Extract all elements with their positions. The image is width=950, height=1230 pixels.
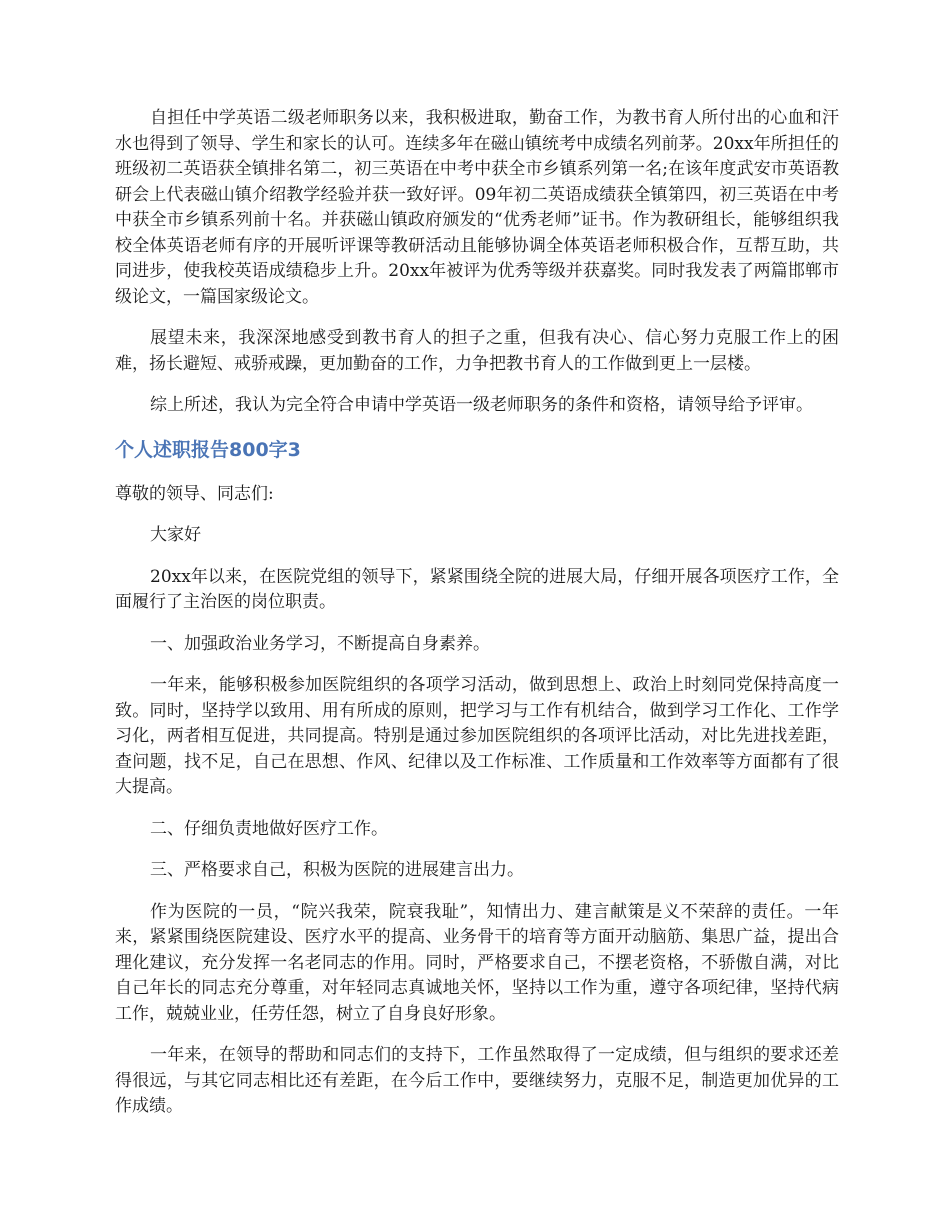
paragraph-outlook: 展望未来，我深深地感受到教书育人的担子之重，但我有决心、信心努力克服工作上的困难，扬长避短、戒骄戒躁，更加勤奋的工作，力争把教书育人的工作做到更上一层楼。: [115, 328, 839, 374]
paragraph-achievements: 自担任中学英语二级老师职务以来，我积极进取，勤奋工作，为教书育人所付出的心血和汗水也得到了领导、学生和家长的认可。连续多年在磁山镇统考中成绩名列前茅。20xx年所担任的班级初二英语获全镇排名第二，初三英语在中考中获全市乡镇系列第一名;在该年度武安市英语教研会上代表磁山镇介绍教学经验并获一致好评。09年初二英语成绩获全镇第四，初三英语在中考中获全市乡镇系列前十名。并获磁山镇政府颁发的“优秀老师”证书。作为教研组长，能够组织我校全体英语老师有序的开展听评课等教研活动且能够协调全体英语老师积极合作，互帮互助，共同进步，使我校英语成绩稳步上升。20xx年被评为优秀等级并获嘉奖。同时我发表了两篇邯郸市级论文，一篇国家级论文。: [115, 108, 839, 307]
paragraph-study: 一年来，能够积极参加医院组织的各项学习活动，做到思想上、政治上时刻同党保持高度一致。同时，坚持学以致用、用有所成的原则，把学习与工作有机结合，做到学习工作化、工作学习化，两者相互促进，共同提高。特别是通过参加医院组织的各项评比活动，对比先进找差距，查问题，找不足，自己在思想、作风、纪律以及工作标准、工作质量和工作效率等方面都有了很大提高。: [115, 675, 839, 797]
document-body: [115, 106, 839, 1136]
point-three-heading: 三、严格要求自己，积极为医院的进展建言出力。: [150, 860, 524, 880]
section-heading: 个人述职报告800字3: [115, 438, 301, 461]
paragraph-intro: 20xx年以来，在医院党组的领导下，紧紧围绕全院的进展大局，仔细开展各项医疗工作，全面履行了主治医的岗位职责。: [115, 566, 839, 612]
paragraph-conclusion: 综上所述，我认为完全符合申请中学英语一级老师职务的条件和资格，请领导给予评审。: [150, 395, 813, 415]
point-one-heading: 一、加强政治业务学习，不断提高自身素养。: [150, 633, 490, 654]
paragraph-closing: 一年来，在领导的帮助和同志们的支持下，工作虽然取得了一定成绩，但与组织的要求还差得很远，与其它同志相比还有差距，在今后工作中，要继续努力，克服不足，制造更加优异的工作成绩。: [115, 1045, 839, 1116]
salutation: 尊敬的领导、同志们:: [115, 483, 274, 504]
greeting: 大家好: [150, 525, 201, 545]
point-two-heading: 二、仔细负责地做好医疗工作。: [150, 818, 388, 839]
paragraph-contribution: 作为医院的一员，“院兴我荣，院衰我耻”，知情出力、建言献策是义不荣辞的责任。一年来，紧紧围绕医院建设、医疗水平的提高、业务骨干的培育等方面开动脑筋、集思广益，提出合理化建议，充分发挥一名老同志的作用。同时，严格要求自己，不摆老资格，不骄傲自满，对比自己年长的同志充分尊重，对年轻同志真诚地关怀，坚持以工作为重，遵守各项纪律，坚持代病工作，兢兢业业，任劳任怨，树立了自身良好形象。: [115, 901, 839, 1024]
